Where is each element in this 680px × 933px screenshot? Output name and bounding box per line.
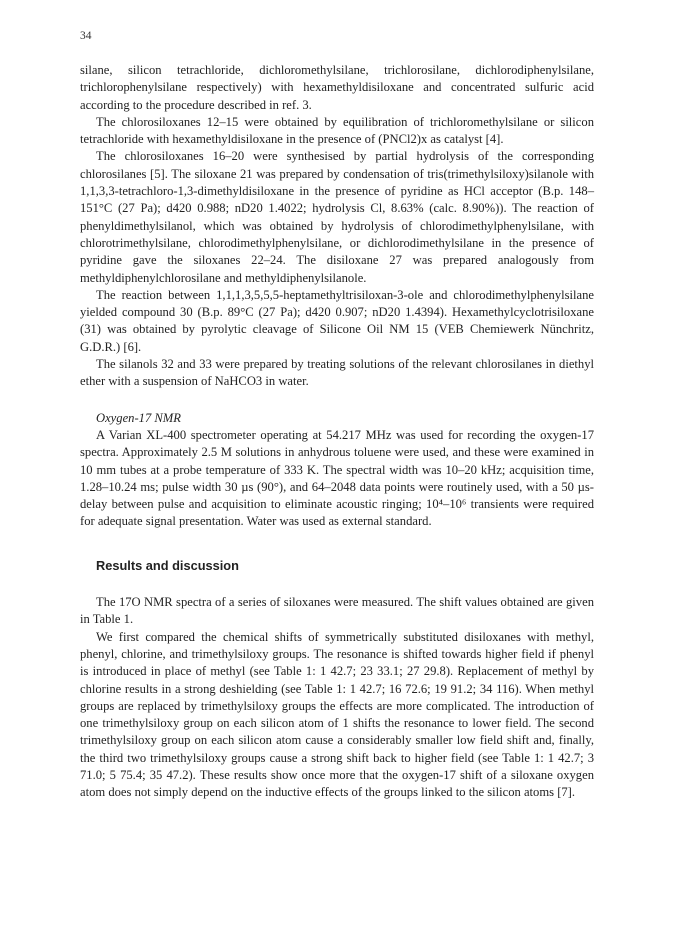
paragraph-chlorosiloxanes-16-20: The chlorosiloxanes 16–20 were synthesised by partial hydrolysis of the corresponding chlorosilanes [5]. The siloxane 21 was prepared by condensation of tris(trimethylsiloxy)silanole with 1,1,3,3-tetrachloro-1,3-dimethyldisiloxane in the presence of pyridine as HCl acceptor (B.p. 148–151°C (27 Pa); d420 0.988; nD20 1.4022; hydrolysis Cl, 8.63% (calc. 8.90%)). The reaction of phenyldimethylsilanol, which was obtained by hydrolysis of chlorodimethylphenylsilane, with chlorotrimethylsilane, chlorodimethylphenylsilane, or dichlorodimethylsilane in the presence of pyridine gave the siloxanes 22–24. The disiloxane 27 was prepared analogously from methyldiphenylchlorosilane and methyldiphenylsilanole.: [80, 149, 594, 285]
page-number: 34: [80, 30, 92, 42]
paragraph-results-intro: The 17O NMR spectra of a series of siloxanes were measured. The shift values obtained are given in Table 1.: [80, 595, 594, 627]
paragraph-compound-30: The reaction between 1,1,1,3,5,5,5-heptamethyltrisiloxan-3-ole and chlorodimethylphenylsilane yielded compound 30 (B.p. 89°C (27 Pa); d420 0.907; nD20 1.4394). Hexamethylcyclotrisiloxane (31) was obtained by pyrolytic cleavage of Silicone Oil NM 15 (VEB Chemiewerk Nünchritz, G.D.R.) [6].: [80, 287, 594, 354]
subsection-heading: Oxygen-17 NMR: [96, 410, 181, 425]
text-column: [80, 62, 594, 802]
paragraph-silanols: The silanols 32 and 33 were prepared by treating solutions of the relevant chlorosilanes in diethyl ether with a suspension of NaHCO3 in water.: [80, 357, 594, 389]
paragraph-results-discussion: We first compared the chemical shifts of symmetrically substituted disiloxanes with methyl, phenyl, chlorine, and trimethylsiloxy groups. The resonance is shifted towards higher field if phenyl is introduced in place of methyl (see Table 1: 1 42.7; 23 33.1; 27 29.8). Replacement of methyl by chlorine results in a strong deshielding (see Table 1: 1 42.7; 16 72.6; 19 91.2; 34 116). When methyl groups are replaced by trimethylsiloxy groups the effects are more complicated. The introduction of one trimethylsiloxy group on each silicon atom of 1 shifts the resonance to lower field. The second trimethylsiloxy group on each silicon atom cause a considerably smaller low field shift and, finally, the third two trimethylsiloxy groups cause a strong shift back to higher field (see Table 1: 1 42.7; 3 71.0; 5 75.4; 35 47.2). These results show once more that the oxygen-17 shift of a siloxane oxygen atom does not simply depend on the inductive effects of the groups linked to the silicon atoms [7].: [80, 629, 594, 800]
paragraph-preparation-cont: silane, silicon tetrachloride, dichloromethylsilane, trichlorosilane, dichlorodiphenylsilane, trichlorophenylsilane respectively) with hexamethyldisiloxane and concentrated sulfuric acid according to the procedure described in ref. 3.: [80, 63, 594, 112]
paragraph-nmr-method: A Varian XL-400 spectrometer operating at 54.217 MHz was used for recording the oxygen-17 spectra. Approximately 2.5 M solutions in anhydrous toluene were used, and these were examined in 10 mm tubes at a probe temperature of 333 K. The spectral width was 10–20 kHz; acquisition time, 1.28–10.24 ms; pulse width 30 µs (90°), and 64–2048 data points were routinely used, with a 50 µs-delay between pulse and acquisition to eliminate acoustic ringing; 10⁴–10⁶ transients were required for adequate signal presentation. Water was used as external standard.: [80, 427, 594, 529]
paragraph-chlorosiloxanes-12-15: The chlorosiloxanes 12–15 were obtained by equilibration of trichloromethylsilane or silicon tetrachloride with hexamethyldisiloxane in the presence of (PNCl2)x as catalyst [4].: [80, 114, 594, 147]
section-heading: Results and discussion: [96, 557, 239, 573]
